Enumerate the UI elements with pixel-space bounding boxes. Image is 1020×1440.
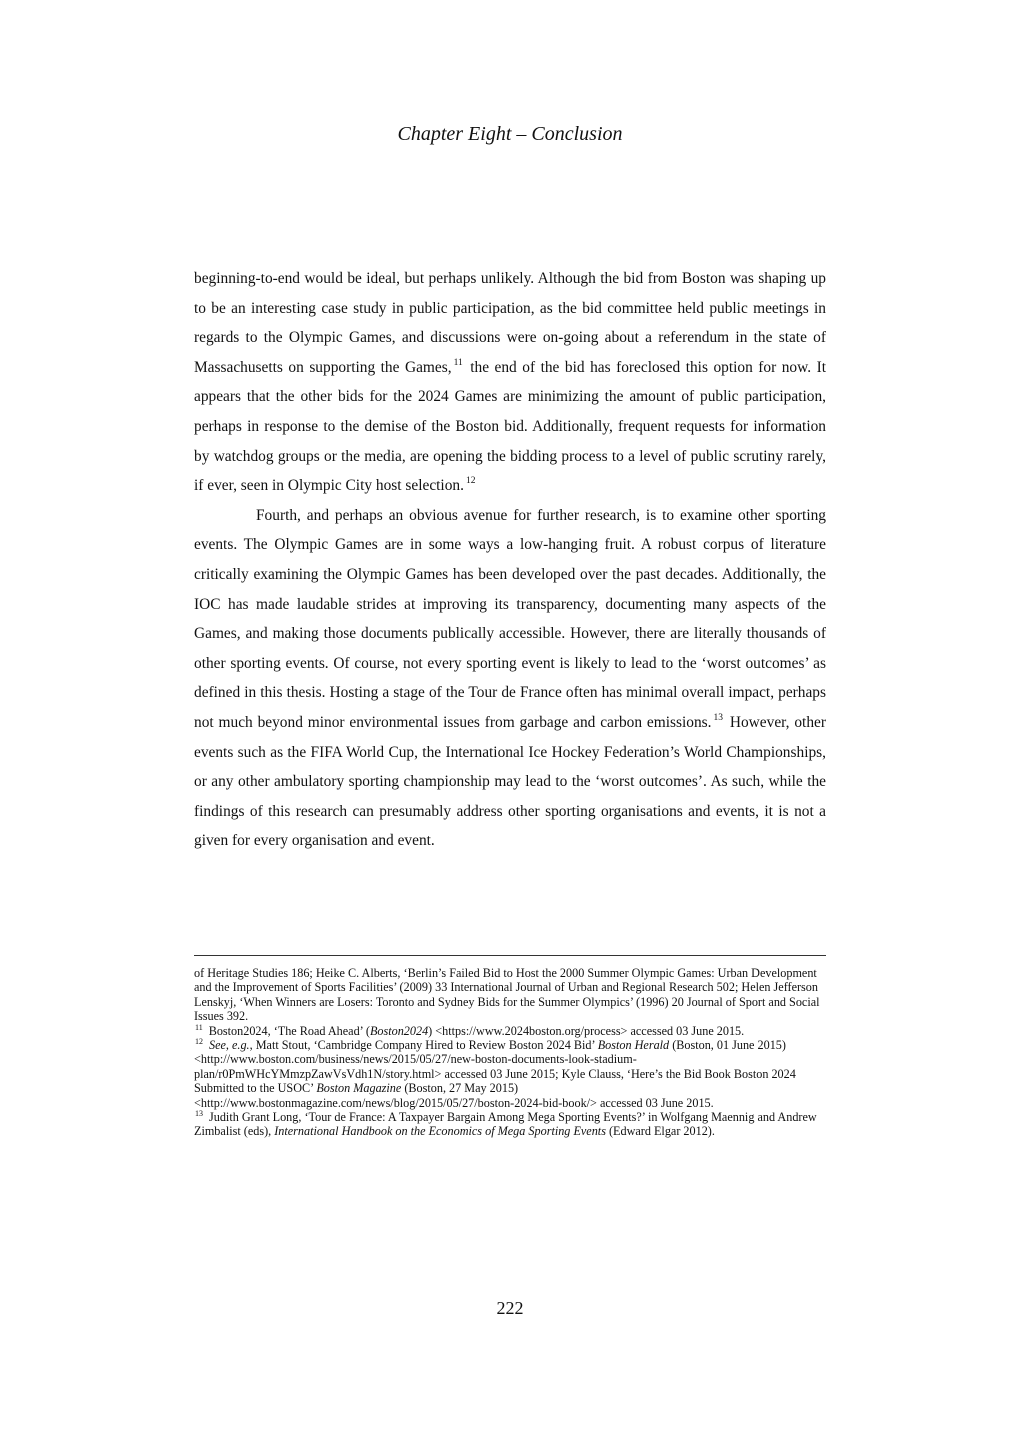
footnote-11-text-a: Boston2024, ‘The Road Ahead’ ( [208, 1023, 370, 1038]
paragraph-1 [194, 264, 826, 501]
paragraph-1-text-b: the end of the bid has foreclosed this option for now. It appears that the other bids for the 2024 Games are minimizing the amount of public participation, perhaps in response to the demise of the Boston bid. Additionally, frequent requests for information by watchdog groups or the media, are opening the bidding process to a level of public scrutiny rarely, if ever, seen in Olympic City host selection. [194, 358, 826, 495]
paragraph-2-text-b: However, other events such as the FIFA World Cup, the International Ice Hockey Federation’s World Championships, or any other ambulatory sporting championship may lead to the ‘worst outcomes’. As such, while the findings of this research can presumably address other sporting organisations and events, it is not a given for every organisation and event. [194, 713, 826, 850]
footnote-ref-11: 11 [453, 357, 463, 368]
footnotes [194, 966, 826, 1139]
footnote-13 [194, 1110, 826, 1139]
footnote-ref-13: 13 [713, 712, 723, 723]
footnote-12-text-b: (Boston, 01 June 2015) <http://www.boston.com/business/news/2015/05/27/new-boston-documents-look-stadium-plan/r0PmWHcYMmzpZawVsVdh1N/story.html> accessed 03 June 2015; Kyle Clauss, ‘Here’s the Bid Book Boston 2024 Submitted to the USOC’ [194, 1038, 796, 1096]
footnote-11-text-b: ) <https://www.2024boston.org/process> accessed 03 June 2015. [428, 1023, 745, 1038]
footnote-13-italic: International Handbook on the Economics of Mega Sporting Events [274, 1124, 606, 1139]
paragraph-2-text-a: Fourth, and perhaps an obvious avenue for further research, is to examine other sporting events. The Olympic Games are in some ways a low-hanging fruit. A robust corpus of literature critically examining the Olympic Games has been developed over the past decades. Additionally, the IOC has made laudable strides at improving its transparency, documenting many aspects of the Games, and making those documents publically accessible. However, there are literally thousands of other sporting events. Of course, not every sporting event is likely to lead to the ‘worst outcomes’ as defined in this thesis. Hosting a stage of the Tour de France often has minimal overall impact, perhaps not much beyond minor environmental issues from garbage and carbon emissions. [194, 506, 826, 731]
footnote-12-see: See, e.g. [209, 1038, 250, 1053]
paragraph-2 [194, 501, 826, 856]
footnote-12-text-c: (Boston, 27 May 2015) <http://www.bostonmagazine.com/news/blog/2015/05/27/boston-2024-bid-book/> accessed 03 June 2015. [194, 1081, 714, 1110]
footnote-12-number: 12 [195, 1036, 203, 1046]
main-text [194, 264, 826, 856]
paragraph-1-text-a: beginning-to-end would be ideal, but perhaps unlikely. Although the bid from Boston was shaping up to be an interesting case study in public participation, as the bid committee held public meetings in regards to the Olympic Games, and discussions were on-going about a referendum in the state of Massachusetts on supporting the Games, [194, 270, 826, 376]
footnote-13-text-b: (Edward Elgar 2012). [605, 1124, 715, 1139]
footnote-divider [194, 955, 826, 956]
footnote-continued: of Heritage Studies 186; Heike C. Alberts, ‘Berlin’s Failed Bid to Host the 2000 Summer Olympic Games: Urban Development and the Improvement of Sports Facilities’ (2009) 33 International Journal of Urban and Regional Research 502; Helen Jefferson Lenskyj, ‘When Winners are Losers: Toronto and Sydney Bids for the Summer Olympics’ (1996) 20 Journal of Sport and Social Issues 392. [194, 966, 820, 1024]
footnote-12-text-a: , Matt Stout, ‘Cambridge Company Hired to Review Boston 2024 Bid’ [249, 1038, 598, 1053]
footnote-11 [194, 1024, 826, 1038]
footnote-ref-12: 12 [465, 476, 476, 487]
footnote-12-italic-2: Boston Magazine [316, 1081, 402, 1096]
page-number: 222 [496, 1298, 524, 1318]
footnote-13-text-a: Judith Grant Long, ‘Tour de France: A Taxpayer Bargain Among Mega Sporting Events?’ in Wolfgang Maennig and Andrew Zimbalist (eds), [194, 1110, 817, 1139]
footnote-12-italic-1: Boston Herald [597, 1038, 670, 1053]
footnote-13-number: 13 [195, 1109, 203, 1118]
footnote-12 [194, 1038, 826, 1110]
footnote-11-number: 11 [195, 1022, 203, 1032]
running-head-title: Chapter Eight – Conclusion [397, 123, 623, 145]
footnote-11-italic: Boston2024 [369, 1023, 429, 1038]
